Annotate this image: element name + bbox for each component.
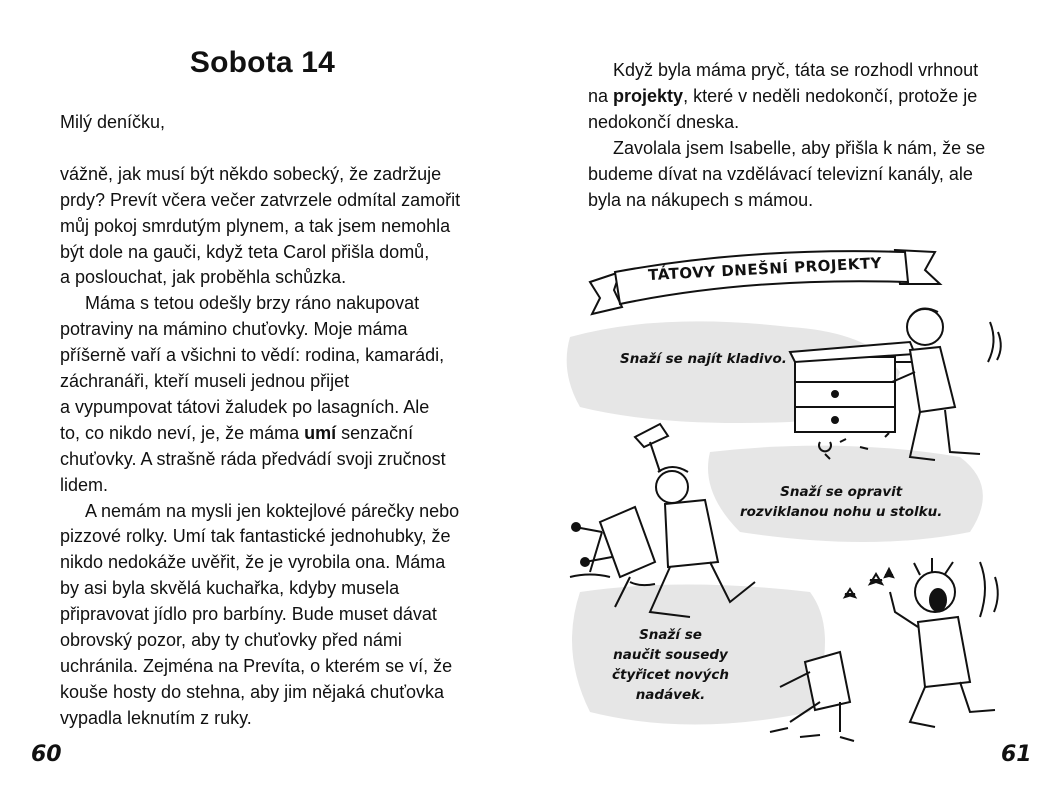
text-line: [60, 628, 480, 654]
caption-line: naučit sousedy: [613, 647, 728, 663]
text-line: [60, 654, 480, 680]
text-line: [60, 421, 480, 447]
text-segment: můj pokoj smrdutým plynem, a tak jsem nemohla: [60, 215, 451, 236]
text-line: [60, 447, 480, 473]
text-segment: připravovat jídlo pro barbíny. Bude muset dávat: [60, 604, 437, 625]
text-line: [588, 188, 1008, 214]
text-segment: uchránila. Zejména na Prevíta, o kterém se ví, že: [60, 656, 453, 677]
text-line: [60, 265, 480, 291]
text-segment: chuťovky. A strašně ráda předvádí svoji zručnost: [60, 448, 446, 469]
text-segment: kouše hosty do stehna, aby jim nějaká chuťovka: [60, 681, 444, 702]
text-segment: lidem.: [60, 474, 109, 495]
page-title: Sobota 14: [189, 46, 336, 79]
text-segment: byla na nákupech s mámou.: [588, 189, 814, 210]
text-segment: A nemám na mysli jen koktejlové párečky nebo: [85, 500, 460, 521]
caption-line: Snaží se opravit: [780, 484, 903, 500]
text-segment: potraviny na mámino chuťovky. Moje máma: [60, 319, 408, 340]
illustration: [540, 232, 1020, 752]
greeting: Milý deníčku,: [60, 112, 166, 132]
page-number: 61: [1001, 742, 1032, 767]
text-segment: nedokončí dneska.: [588, 111, 740, 132]
text-segment: záchranáři, kteří museli jednou přijet: [60, 371, 350, 392]
text-segment: senzační: [336, 422, 414, 443]
text-line: [588, 84, 1008, 110]
caption-find-hammer: Snaží se najít kladivo.: [620, 351, 787, 367]
emphasized-word: projekty: [613, 85, 684, 106]
page-number: 60: [31, 742, 62, 767]
caption-line: rozviklanou nohu u stolku.: [740, 504, 943, 520]
text-line: [60, 317, 480, 343]
diary-text: [60, 110, 480, 732]
caption-line: Snaží se: [639, 627, 702, 643]
text-line: [60, 343, 480, 369]
text-segment: příšerně vaří a všichni to vědí: rodina, kamarádi,: [60, 345, 445, 366]
text-segment: na: [588, 85, 614, 106]
text-line: [60, 214, 480, 240]
caption-fix-stool: [740, 482, 942, 522]
text-segment: pizzové rolky. Umí tak fantastické jednohubky, že: [60, 526, 451, 547]
text-line: [60, 550, 480, 576]
text-segment: Zavolala jsem Isabelle, aby přišla k nám, že se: [613, 137, 986, 158]
text-segment: vážně, jak musí být někdo sobecký, že zadržuje: [60, 163, 442, 184]
text-segment: Když byla máma pryč, táta se rozhodl vrhnout: [613, 60, 979, 80]
text-segment: obrovský pozor, aby ty chuťovky před námi: [60, 630, 402, 651]
text-segment: prdy? Prevít včera večer zatvrzele odmítal zamořit: [60, 189, 461, 210]
text-line: [60, 369, 480, 395]
banner-title: TÁTOVY DNEŠNÍ PROJEKTY: [647, 253, 883, 285]
text-line: [60, 188, 480, 214]
text-line: [60, 576, 480, 602]
right-text: [588, 58, 1008, 213]
text-line: [60, 706, 480, 732]
emphasized-word: umí: [304, 422, 337, 443]
text-line: [60, 240, 480, 266]
text-line: [588, 162, 1008, 188]
right-paragraphs: [588, 58, 1008, 213]
text-line: [60, 395, 480, 421]
text-line: [588, 110, 1008, 136]
text-line: [60, 162, 480, 188]
text-segment: to, co nikdo neví, je, že máma: [60, 422, 305, 443]
text-segment: nikdo nedokáže uvěřit, že je vyrobila ona. Máma: [60, 552, 446, 573]
text-line: [60, 524, 480, 550]
caption-swear-words: [612, 625, 729, 705]
text-line: [60, 291, 480, 317]
right-page: [528, 0, 1055, 800]
text-line: [60, 602, 480, 628]
text-segment: by asi byla skvělá kuchařka, kdyby musela: [60, 578, 400, 599]
text-segment: být dole na gauči, když teta Carol přišla domů,: [60, 241, 430, 262]
text-line: [60, 473, 480, 499]
text-segment: a vypumpovat tátovi žaludek po lasagních. Ale: [60, 396, 430, 417]
text-segment: Máma s tetou odešly brzy ráno nakupovat: [85, 293, 420, 314]
caption-line: nadávek.: [635, 687, 706, 703]
text-line: [588, 58, 1008, 84]
caption-line: čtyřicet nových: [612, 667, 729, 683]
text-line: [60, 499, 480, 525]
text-segment: budeme dívat na vzdělávací televizní kanály, ale: [588, 163, 973, 184]
text-segment: , které v neděli nedokončí, protože je: [683, 85, 978, 106]
text-segment: a poslouchat, jak proběhla schůzka.: [60, 267, 347, 288]
left-page: [0, 0, 527, 800]
text-line: [588, 136, 1008, 162]
paragraph-gap: [60, 136, 480, 162]
text-line: [60, 680, 480, 706]
text-segment: vypadla leknutím z ruky.: [60, 707, 252, 728]
diary-paragraphs: [60, 162, 480, 732]
